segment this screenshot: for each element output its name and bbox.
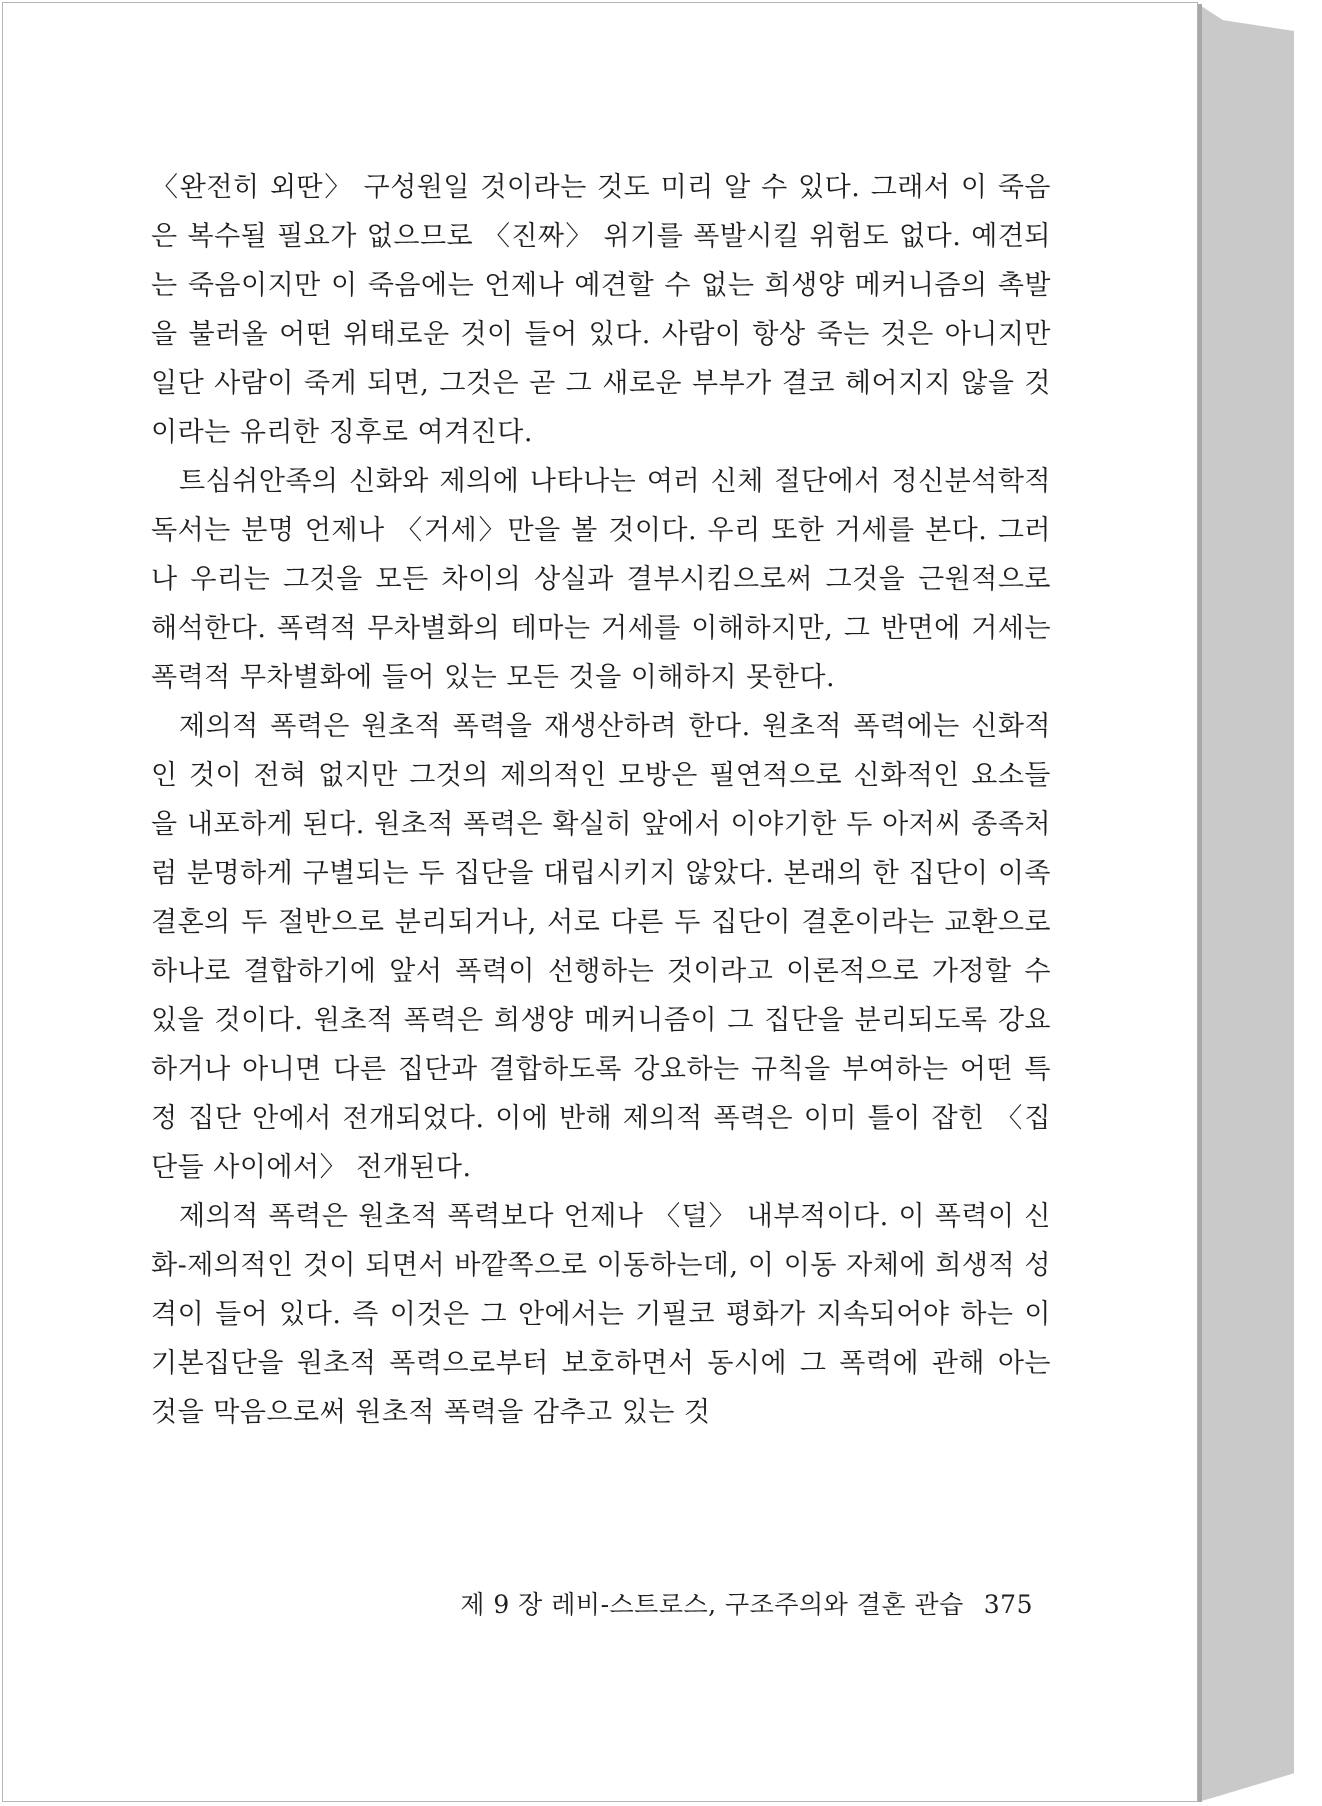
book-page bbox=[2, 2, 1198, 1802]
chapter-title: 제 9 장 레비-스트로스, 구조주의와 결혼 관습 bbox=[460, 1590, 964, 1619]
page-number: 375 bbox=[983, 1590, 1033, 1619]
body-text bbox=[151, 163, 1051, 1437]
running-footer bbox=[460, 1585, 1033, 1621]
paragraph-4: 제의적 폭력은 원초적 폭력보다 언제나 〈덜〉 내부적이다. 이 폭력이 신화-제의적인 것이 되면서 바깥쪽으로 이동하는데, 이 이동 자체에 희생적 성격이 들어 있다. 즉 이것은 그 안에서는 기필코 평화가 지속되어야 하는 이 기본집단을 원초적 폭력으로부터 보호하면서 동시에 그 폭력에 관해 아는 것을 막음으로써 원초적 폭력을 감추고 있는 것 bbox=[151, 1201, 1051, 1428]
paragraph-3: 제의적 폭력은 원초적 폭력을 재생산하려 한다. 원초적 폭력에는 신화적인 것이 전혀 없지만 그것의 제의적인 모방은 필연적으로 신화적인 요소들을 내포하게 된다. 원초적 폭력은 확실히 앞에서 이야기한 두 아저씨 종족처럼 분명하게 구별되는 두 집단을 대립시키지 않았다. 본래의 한 집단이 이족결혼의 두 절반으로 분리되거나, 서로 다른 두 집단이 결혼이라는 교환으로 하나로 결합하기에 앞서 폭력이 선행하는 것이라고 이론적으로 가정할 수 있을 것이다. 원초적 폭력은 희생양 메커니즘이 그 집단을 분리되도록 강요하거나 아니면 다른 집단과 결합하도록 강요하는 규칙을 부여하는 어떤 특정 집단 안에서 전개되었다. 이에 반해 제의적 폭력은 이미 틀이 잡힌 〈집단들 사이에서〉 전개된다. bbox=[151, 711, 1051, 1183]
book-page-edge-shadow bbox=[1198, 4, 1202, 1802]
paragraph-2: 트심쉬안족의 신화와 제의에 나타나는 여러 신체 절단에서 정신분석학적 독서는 분명 언제나 〈거세〉만을 볼 것이다. 우리 또한 거세를 본다. 그러나 우리는 그것을 모든 차이의 상실과 결부시킴으로써 그것을 근원적으로 해석한다. 폭력적 무차별화의 테마는 거세를 이해하지만, 그 반면에 거세는 폭력적 무차별화에 들어 있는 모든 것을 이해하지 못한다. bbox=[151, 466, 1051, 693]
book-page-edge bbox=[1198, 4, 1294, 1802]
paragraph-1: 〈완전히 외딴〉 구성원일 것이라는 것도 미리 알 수 있다. 그래서 이 죽음은 복수될 필요가 없으므로 〈진짜〉 위기를 폭발시킬 위험도 없다. 예견되는 죽음이지만 이 죽음에는 언제나 예견할 수 없는 희생양 메커니즘의 촉발을 불러올 어떤 위태로운 것이 들어 있다. 사람이 항상 죽는 것은 아니지만 일단 사람이 죽게 되면, 그것은 곧 그 새로운 부부가 결코 헤어지지 않을 것이라는 유리한 징후로 여겨진다. bbox=[151, 172, 1051, 448]
